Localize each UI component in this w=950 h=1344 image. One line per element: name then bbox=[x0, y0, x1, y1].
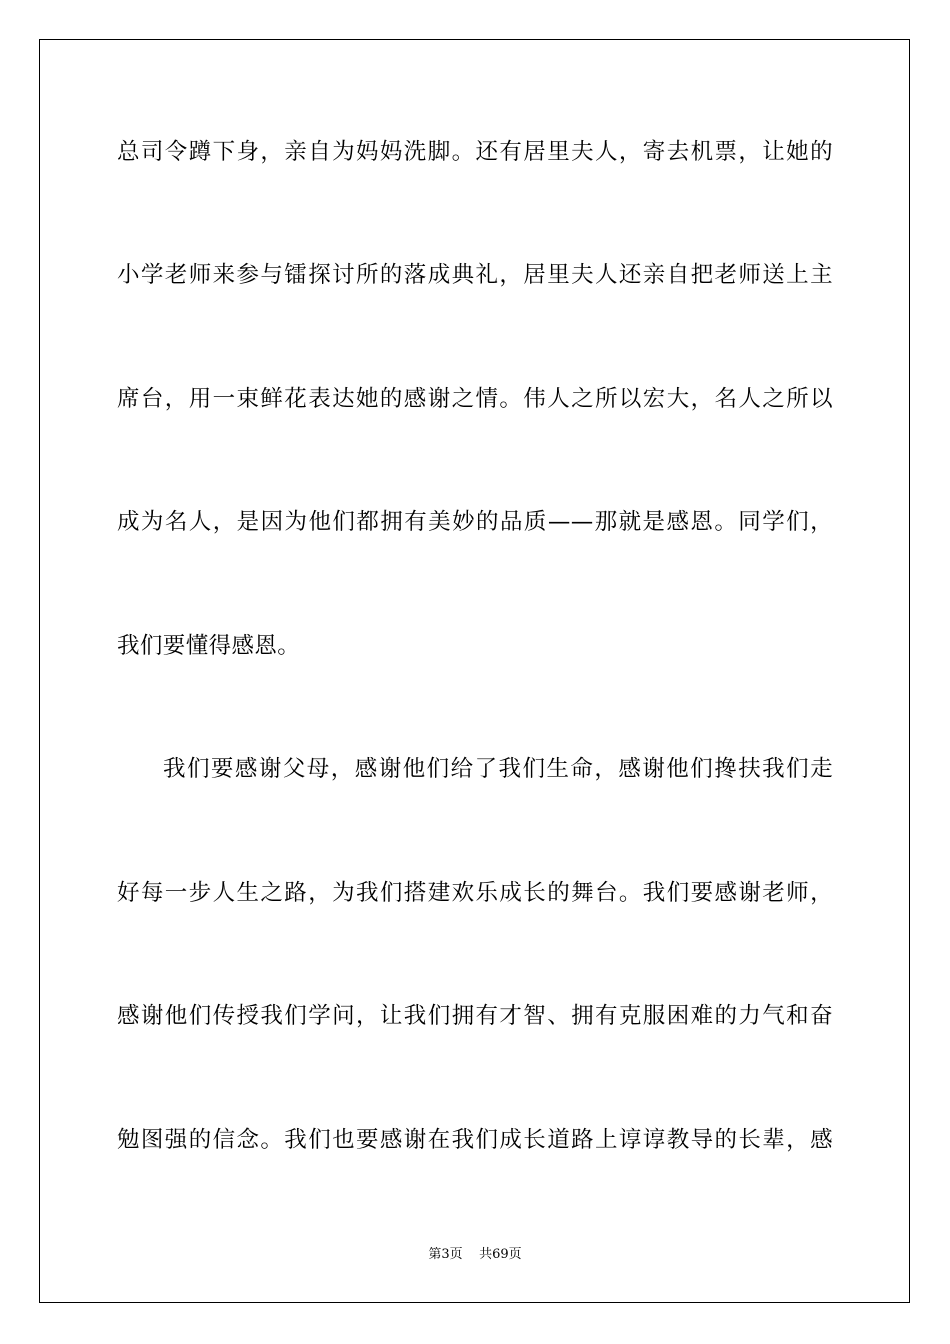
body-text-line: 好每一步人生之路，为我们搭建欢乐成长的舞台。我们要感谢老师， bbox=[117, 880, 833, 906]
body-text-line: 感谢他们传授我们学问，让我们拥有才智、拥有克服困难的力气和奋 bbox=[117, 1003, 833, 1029]
body-text-line: 小学老师来参与镭探讨所的落成典礼，居里夫人还亲自把老师送上主 bbox=[117, 262, 833, 288]
page-border bbox=[39, 39, 910, 1303]
page-footer bbox=[0, 1246, 950, 1264]
page-total: 共69页 bbox=[479, 1247, 522, 1262]
body-text-line: 成为名人，是因为他们都拥有美妙的品质——那就是感恩。同学们， bbox=[117, 509, 833, 535]
paragraph-first-line: 我们要感谢父母，感谢他们给了我们生命，感谢他们搀扶我们走 bbox=[163, 756, 833, 782]
page-number: 第3页 bbox=[428, 1247, 463, 1262]
body-text-line: 总司令蹲下身，亲自为妈妈洗脚。还有居里夫人，寄去机票，让她的 bbox=[117, 139, 833, 165]
body-text-line: 我们要懂得感恩。 bbox=[117, 633, 301, 659]
body-text-line: 席台，用一束鲜花表达她的感谢之情。伟人之所以宏大，名人之所以 bbox=[117, 386, 833, 412]
body-text-line: 勉图强的信念。我们也要感谢在我们成长道路上谆谆教导的长辈，感 bbox=[117, 1127, 833, 1153]
